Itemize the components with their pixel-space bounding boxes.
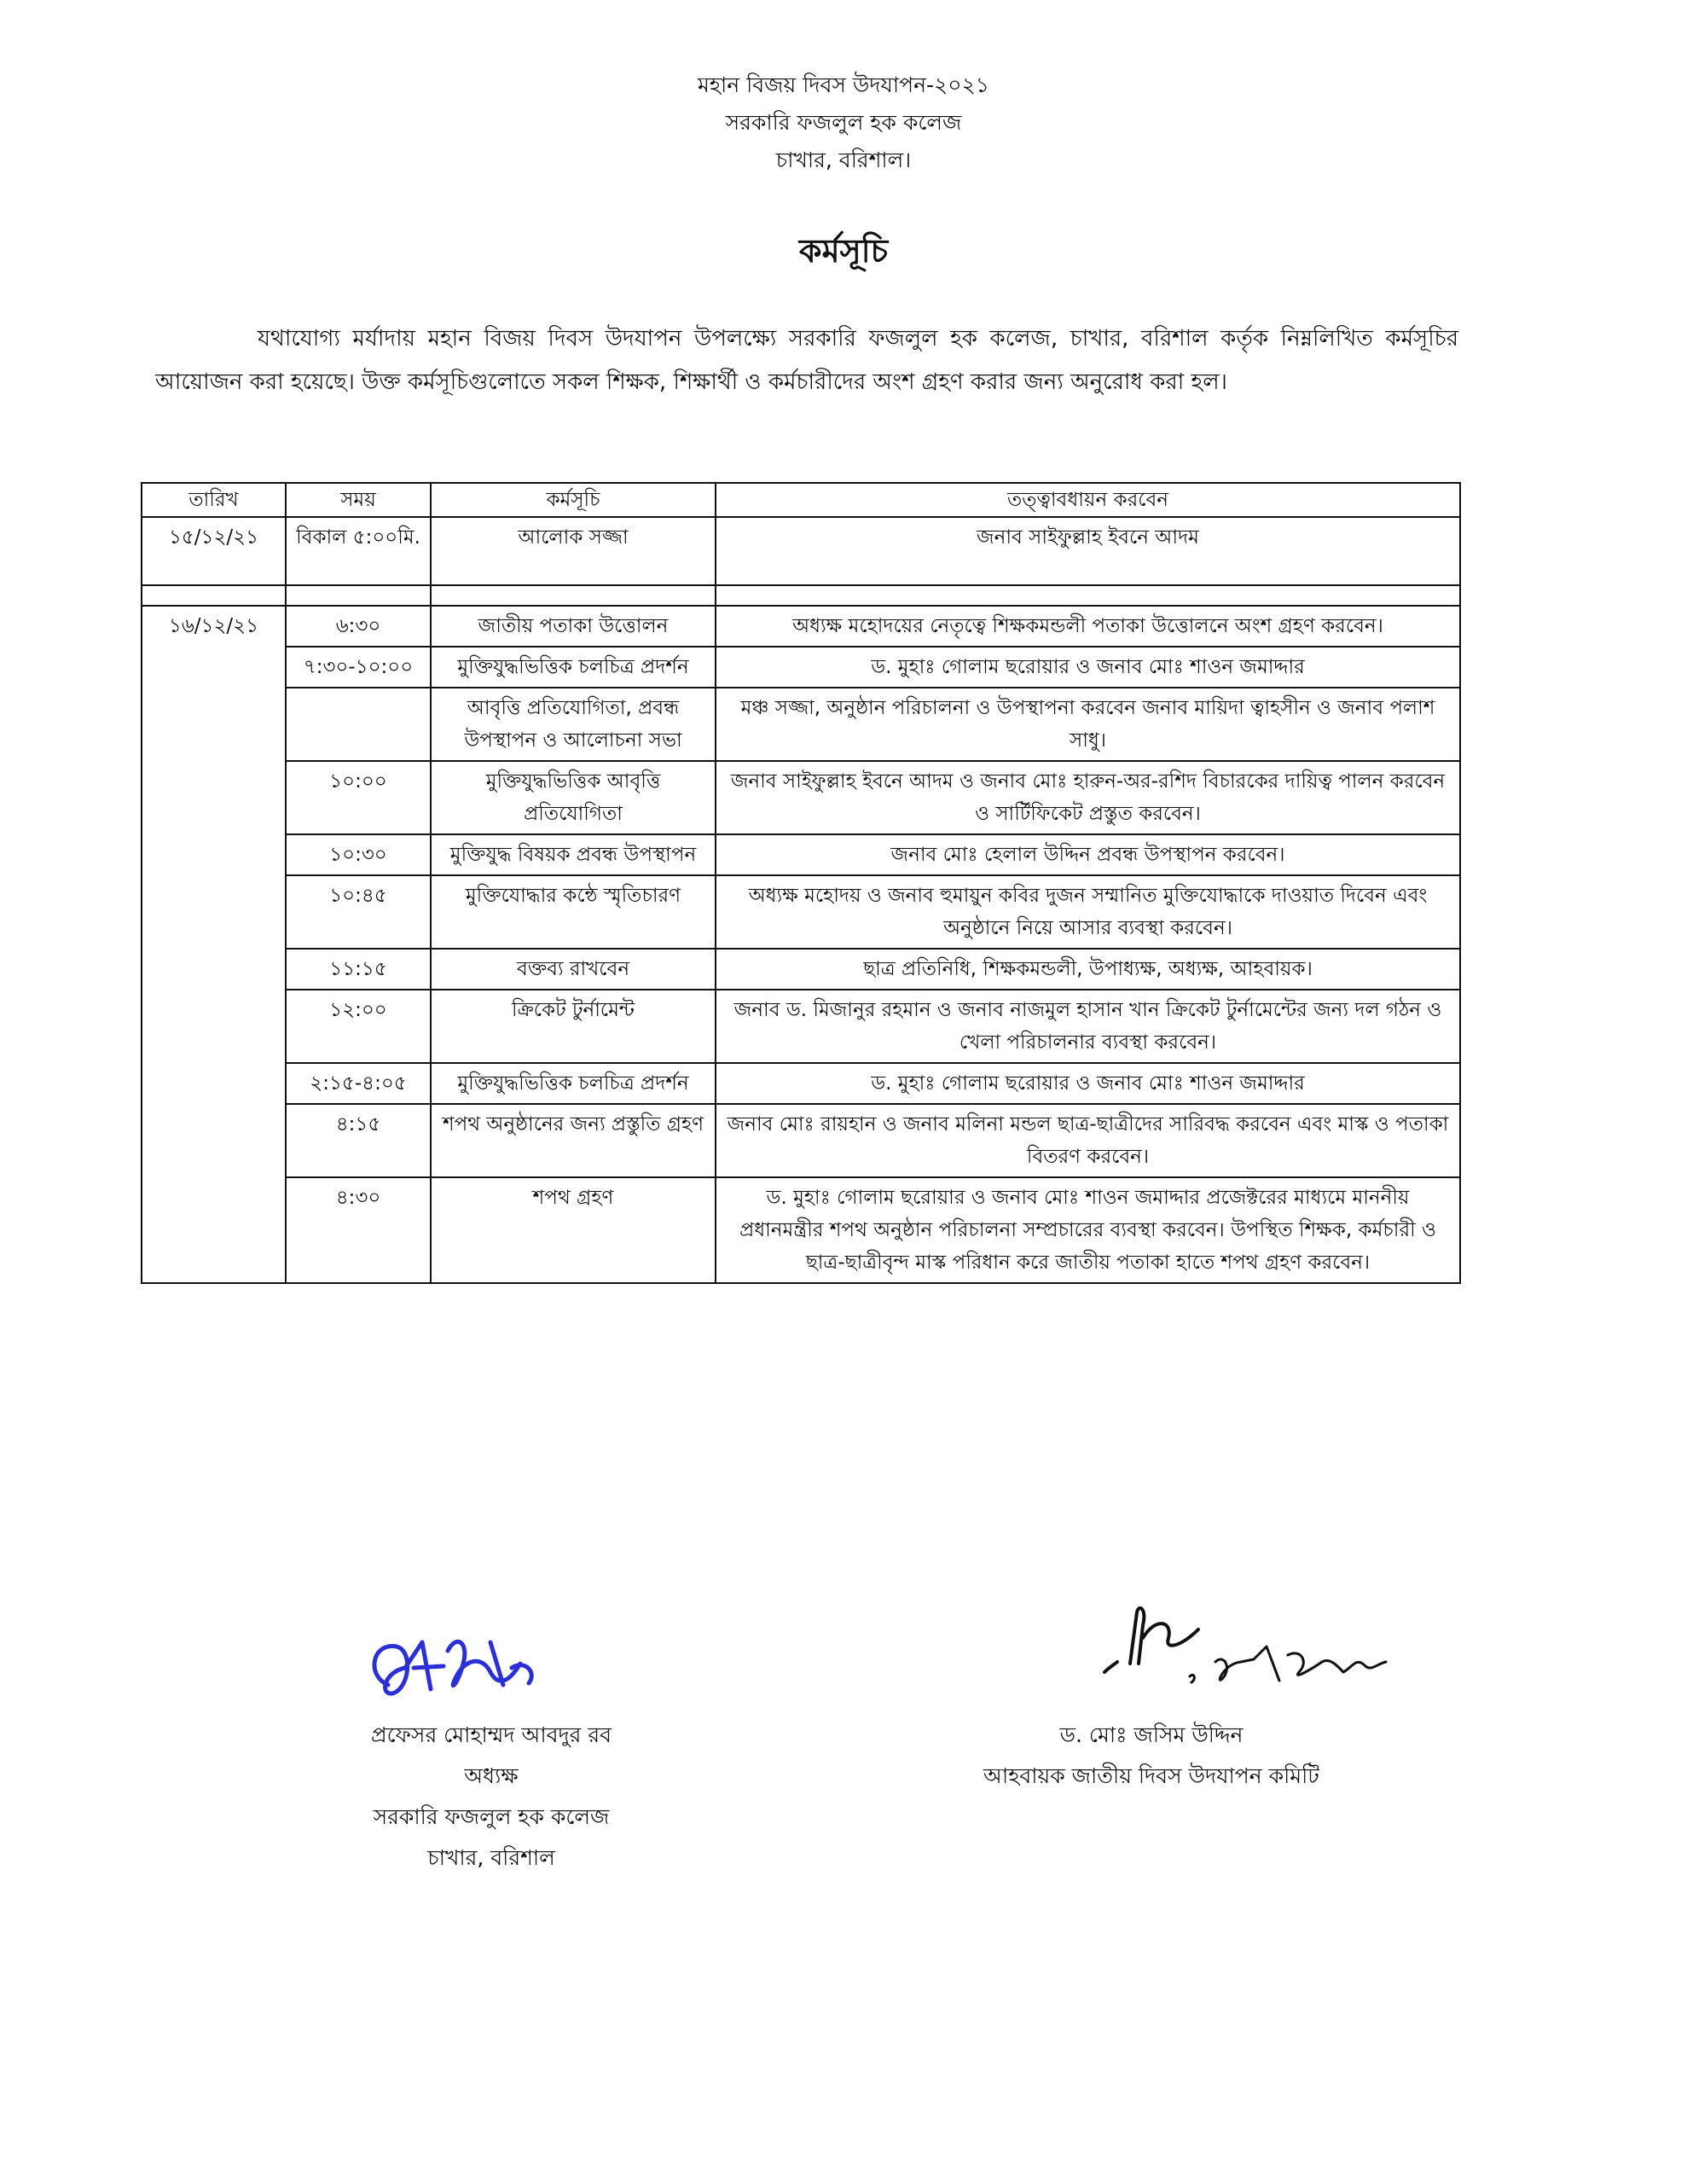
- program-cell: মুক্তিযুদ্ধ বিষয়ক প্রবন্ধ উপস্থাপন: [431, 834, 716, 875]
- supervisor-cell: জনাব সাইফুল্লাহ ইবনে আদম: [716, 517, 1460, 585]
- supervisor-cell: ছাত্র প্রতিনিধি, শিক্ষকমন্ডলী, উপাধ্যক্ষ, অধ্যক্ষ, আহবায়ক।: [716, 949, 1460, 990]
- time-cell: ৭:৩০-১০:০০: [286, 647, 431, 688]
- program-cell: আলোক সজ্জা: [431, 517, 716, 585]
- table-row: [142, 517, 1460, 585]
- time-cell: [286, 688, 431, 761]
- table-row: [142, 990, 1460, 1063]
- program-cell: জাতীয় পতাকা উত্তোলন: [431, 606, 716, 647]
- table-row: [142, 1063, 1460, 1104]
- time-cell: ১১:১৫: [286, 949, 431, 990]
- document-header: [0, 67, 1687, 179]
- convener-signatory: [921, 1715, 1382, 1797]
- time-cell: ১০:৩০: [286, 834, 431, 875]
- table-row: [142, 834, 1460, 875]
- supervisor-cell: জনাব ড. মিজানুর রহমান ও জনাব নাজমুল হাসান খান ক্রিকেট টুর্নামেন্টের জন্য দল গঠন ও খেলা পরিচালনার ব্যবস্থা করবেন।: [716, 990, 1460, 1063]
- time-cell: ২:১৫-৪:০৫: [286, 1063, 431, 1104]
- supervisor-cell: ড. মুহাঃ গোলাম ছরোয়ার ও জনাব মোঃ শাওন জমাদ্দার: [716, 1063, 1460, 1104]
- signatory-name: ড. মোঃ জসিম উদ্দিন: [1059, 1722, 1244, 1747]
- table-row: [142, 647, 1460, 688]
- program-cell: মুক্তিযুদ্ধভিত্তিক চলচিত্র প্রদর্শন: [431, 1063, 716, 1104]
- table-row: [142, 875, 1460, 949]
- intro-paragraph: যথাযোগ্য মর্যাদায় মহান বিজয় দিবস উদযাপন উপলক্ষ্যে সরকারি ফজলুল হক কলেজ, চাখার, বরিশাল কর্তৃক নিম্নলিখিত কর্মসূচির আয়োজন করা হয়েছে। উক্ত কর্মসূচিগুলোতে সকল শিক্ষক, শিক্ষার্থী ও কর্মচারীদের অংশ গ্রহণ করার জন্য অনুরোধ করা হল।: [155, 326, 1458, 395]
- signatory-organization: সরকারি ফজলুল হক কলেজ: [373, 1804, 610, 1829]
- table-header-row: [142, 483, 1460, 517]
- program-cell: বক্তব্য রাখবেন: [431, 949, 716, 990]
- program-cell: ক্রিকেট টুর্নামেন্ট: [431, 990, 716, 1063]
- program-cell: মুক্তিযুদ্ধভিত্তিক আবৃত্তি প্রতিযোগিতা: [431, 761, 716, 834]
- signatory-name: প্রফেসর মোহাম্মদ আবদুর রব: [370, 1722, 612, 1747]
- supervisor-cell: ড. মুহাঃ গোলাম ছরোয়ার ও জনাব মোঃ শাওন জমাদ্দার প্রজেক্টরের মাধ্যমে মাননীয় প্রধানমন্ত্রীর শপথ অনুষ্ঠান পরিচালনা সম্প্রচারের ব্যবস্থা করবেন। উপস্থিত শিক্ষক, কর্মচারী ও ছাত্র-ছাত্রীবৃন্দ মাস্ক পরিধান করে জাতীয় পতাকা হাতে শপথ গ্রহণ করবেন।: [716, 1177, 1460, 1283]
- principal-signatory: [287, 1715, 696, 1879]
- time-cell: বিকাল ৫:০০মি.: [286, 517, 431, 585]
- date-cell: ১৫/১২/২১: [142, 517, 286, 585]
- page-title: কর্মসূচি: [798, 232, 889, 270]
- table-row: [142, 606, 1460, 647]
- supervisor-cell: জনাব সাইফুল্লাহ ইবনে আদম ও জনাব মোঃ হারুন-অর-রশিদ বিচারকের দায়িত্ব পালন করবেন ও সার্টিফিকেট প্রস্তুত করবেন।: [716, 761, 1460, 834]
- signatory-role: আহবায়ক জাতীয় দিবস উদযাপন কমিটি: [983, 1763, 1319, 1788]
- header-time: সময়: [286, 483, 431, 517]
- header-supervisor: তত্ত্বাবধায়ন করবেন: [716, 483, 1460, 517]
- table-row: [142, 688, 1460, 761]
- table-row: [142, 761, 1460, 834]
- signatory-place: চাখার, বরিশাল: [427, 1845, 555, 1870]
- event-title: মহান বিজয় দিবস উদযাপন-২০২১: [697, 73, 990, 97]
- supervisor-cell: জনাব মোঃ রায়হান ও জনাব মলিনা মন্ডল ছাত্র-ছাত্রীদের সারিবদ্ধ করবেন এবং মাস্ক ও পতাকা বিতরণ করবেন।: [716, 1104, 1460, 1177]
- supervisor-cell: জনাব মোঃ হেলাল উদ্দিন প্রবন্ধ উপস্থাপন করবেন।: [716, 834, 1460, 875]
- table-row: [142, 949, 1460, 990]
- program-cell: আবৃত্তি প্রতিযোগিতা, প্রবন্ধ উপস্থাপন ও আলোচনা সভা: [431, 688, 716, 761]
- supervisor-cell: অধ্যক্ষ মহোদয়ের নেতৃত্বে শিক্ষকমন্ডলী পতাকা উত্তোলনে অংশ গ্রহণ করবেন।: [716, 606, 1460, 647]
- supervisor-cell: মঞ্চ সজ্জা, অনুষ্ঠান পরিচালনা ও উপস্থাপনা করবেন জনাব মায়িদা ত্বাহসীন ও জনাব পলাশ সাধু।: [716, 688, 1460, 761]
- program-cell: মুক্তিযোদ্ধার কন্ঠে স্মৃতিচারণ: [431, 875, 716, 949]
- supervisor-cell: অধ্যক্ষ মহোদয় ও জনাব হুমায়ুন কবির দুজন সম্মানিত মুক্তিযোদ্ধাকে দাওয়াত দিবেন এবং অনুষ্ঠানে নিয়ে আসার ব্যবস্থা করবেন।: [716, 875, 1460, 949]
- program-cell: শপথ গ্রহণ: [431, 1177, 716, 1283]
- time-cell: ৪:৩০: [286, 1177, 431, 1283]
- institution-location: চাখার, বরিশাল।: [775, 148, 912, 172]
- spacer-row: [142, 585, 1460, 606]
- principal-signature: [362, 1625, 550, 1719]
- supervisor-cell: ড. মুহাঃ গোলাম ছরোয়ার ও জনাব মোঃ শাওন জমাদ্দার: [716, 647, 1460, 688]
- time-cell: ১০:০০: [286, 761, 431, 834]
- signatory-role: অধ্যক্ষ: [464, 1763, 519, 1788]
- time-cell: ১০:৪৫: [286, 875, 431, 949]
- table-row: [142, 1177, 1460, 1283]
- schedule-table: [141, 482, 1461, 1284]
- table-row: [142, 1104, 1460, 1177]
- program-cell: মুক্তিযুদ্ধভিত্তিক চলচিত্র প্রদর্শন: [431, 647, 716, 688]
- date-cell: ১৬/১২/২১: [142, 606, 286, 1283]
- convener-signature: [1096, 1587, 1420, 1706]
- header-date: তারিখ: [142, 483, 286, 517]
- header-program: কর্মসূচি: [431, 483, 716, 517]
- time-cell: ৬:৩০: [286, 606, 431, 647]
- institution-name: সরকারি ফজলুল হক কলেজ: [725, 110, 962, 135]
- time-cell: ১২:০০: [286, 990, 431, 1063]
- time-cell: ৪:১৫: [286, 1104, 431, 1177]
- program-cell: শপথ অনুষ্ঠানের জন্য প্রস্তুতি গ্রহণ: [431, 1104, 716, 1177]
